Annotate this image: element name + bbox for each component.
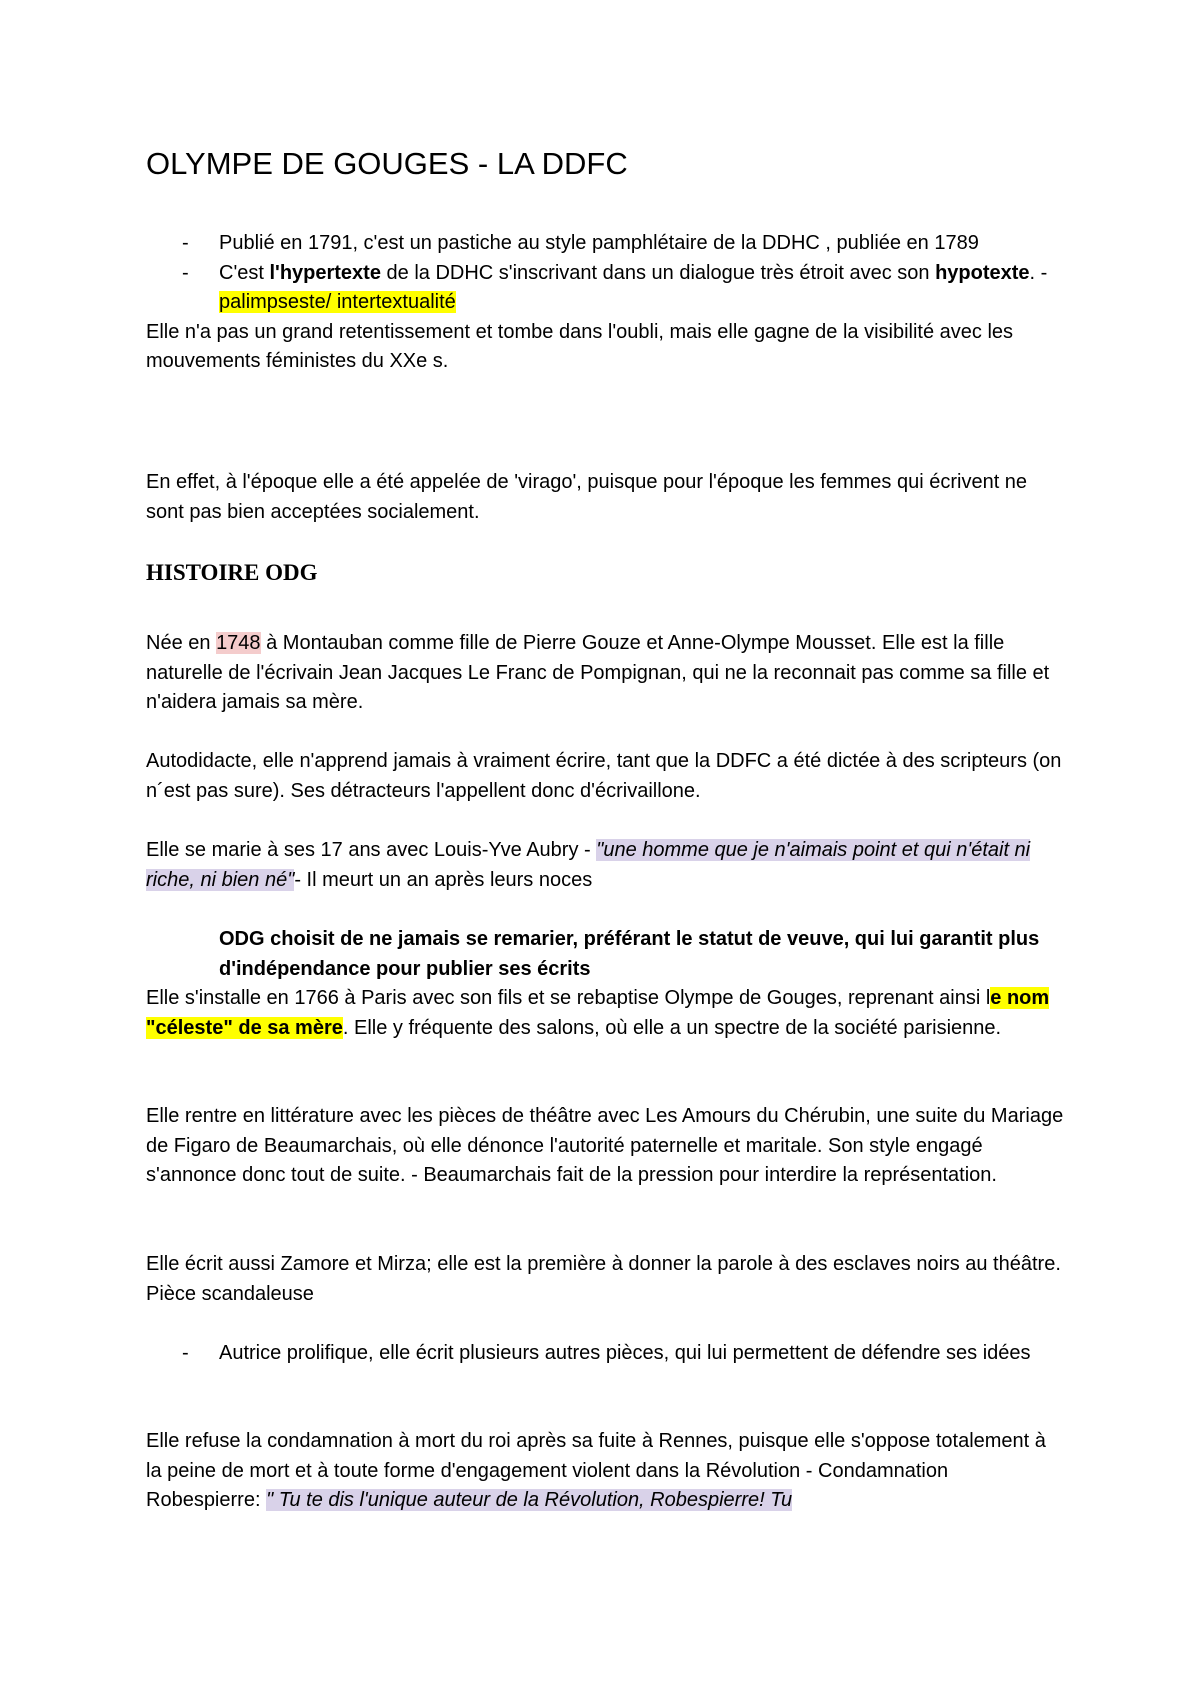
paragraph-condamnation bbox=[146, 1427, 1066, 1516]
paragraph-litterature-block bbox=[146, 1102, 1066, 1191]
paragraph-zamore-block bbox=[146, 1250, 1066, 1309]
bullet-text: Publié en 1791, c'est un pastiche au style pamphlétaire de la DDHC , publiée en 1789 bbox=[219, 232, 979, 254]
bullet-text: Autrice prolifique, elle écrit plusieurs autres pièces, qui lui permettent de défendre ses idées bbox=[219, 1342, 1031, 1364]
bullet-dash: - bbox=[182, 232, 189, 254]
mariage-pre: Elle se marie à ses 17 ans avec Louis-Yve Aubry - bbox=[146, 839, 597, 861]
paragraph-naissance-block bbox=[146, 629, 1066, 718]
paragraph-paris bbox=[146, 984, 1066, 1043]
bullet-text-pre: C'est bbox=[219, 261, 270, 284]
highlight-palimpseste: palimpseste/ intertextualité bbox=[219, 291, 456, 313]
highlight-year-1748: 1748 bbox=[216, 632, 261, 654]
paragraph-virago-block bbox=[146, 468, 1066, 527]
bullet-item bbox=[146, 229, 1066, 259]
paris-post: . Elle y fréquente des salons, où elle a un spectre de la société parisienne. bbox=[342, 1016, 1002, 1039]
paragraph-mariage bbox=[146, 836, 1066, 895]
paragraph-zamore: Elle écrit aussi Zamore et Mirza; elle est la première à donner la parole à des esclaves noirs au théâtre. Pièce scandaleuse bbox=[146, 1253, 1061, 1305]
paris-pre: Elle s'installe en 1766 à Paris avec son fils et se rebaptise Olympe de Gouges, reprenant ainsi l bbox=[146, 987, 991, 1009]
highlight-nom-celeste: e nom "céleste" de sa mère bbox=[146, 987, 1050, 1039]
paragraph-veuve: ODG choisit de ne jamais se remarier, préférant le statut de veuve, qui lui garantit plus d'indépendance pour publier ses écrits bbox=[219, 928, 1040, 980]
naissance-post: à Montauban comme fille de Pierre Gouze et Anne-Olympe Mousset. Elle est la fille naturelle de l'écrivain Jean Jacques Le Franc de Pompignan, qui ne la reconnait pas comme sa fille et n'aidera jamais sa mère. bbox=[146, 632, 1050, 713]
paragraph-autodidacte: Autodidacte, elle n'apprend jamais à vraiment écrire, tant que la DDFC a été dictée à des scripteurs (on n´est pas sure). Ses détracteurs l'appellent donc d'écrivaillone. bbox=[146, 750, 1062, 802]
bullet-dash: - bbox=[182, 1342, 189, 1364]
bullet-text-mid: de la DDHC s'inscrivant dans un dialogue très étroit avec son bbox=[380, 261, 936, 284]
condamnation-pre: Elle refuse la condamnation à mort du roi après sa fuite à Rennes, puisque elle s'oppose totalement à la peine de mort et à toute forme d'engagement violent dans la Révolution - Condamnation Robespierre: bbox=[146, 1430, 1046, 1511]
paragraph-litterature: Elle rentre en littérature avec les pièces de théâtre avec Les Amours du Chérubin, une suite du Mariage de Figaro de Beaumarchais, où elle dénonce l'autorité paternelle et maritale. Son style engagé s'annonce donc tout de suite. - Beaumarchais fait de la pression pour interdire la représentation. bbox=[146, 1105, 1064, 1186]
highlight-quote-mariage: "une homme que je n'aimais point et qui n'était ni riche, ni bien né" bbox=[146, 839, 1031, 891]
bold-term-hypertexte: l'hypertexte bbox=[269, 261, 381, 284]
intro-bullet-list bbox=[146, 229, 1066, 377]
bullet-item bbox=[146, 259, 1066, 318]
naissance-pre: Née en bbox=[146, 632, 217, 654]
paragraph-virago: En effet, à l'époque elle a été appelée de 'virago', puisque pour l'époque les femmes qui écrivent ne sont pas bien acceptées socialement. bbox=[146, 471, 1028, 523]
paragraph-naissance bbox=[146, 629, 1066, 718]
paragraph-mariage-block bbox=[146, 836, 1066, 895]
paragraph-oubli: Elle n'a pas un grand retentissement et tombe dans l'oubli, mais elle gagne de la visibilité avec les mouvements féministes du XXe s. bbox=[146, 320, 1014, 372]
paragraph-veuve-block bbox=[146, 925, 1066, 1043]
bullet-prolifique-block bbox=[146, 1339, 1066, 1369]
bold-term-hypotexte: hypotexte bbox=[935, 261, 1030, 284]
highlight-quote-robespierre: " Tu te dis l'unique auteur de la Révolution, Robespierre! Tu bbox=[266, 1489, 793, 1511]
section-heading-histoire: HISTOIRE ODG bbox=[146, 560, 318, 585]
paragraph-autodidacte-block bbox=[146, 747, 1066, 806]
mariage-post: - Il meurt un an après leurs noces bbox=[294, 868, 593, 891]
bullet-dash: - bbox=[182, 261, 189, 284]
bullet-item bbox=[146, 1339, 1066, 1369]
bullet-text-sep: . - bbox=[1029, 261, 1048, 284]
paragraph-condamnation-block bbox=[146, 1427, 1066, 1516]
document-title: OLYMPE DE GOUGES - LA DDFC bbox=[146, 146, 628, 181]
